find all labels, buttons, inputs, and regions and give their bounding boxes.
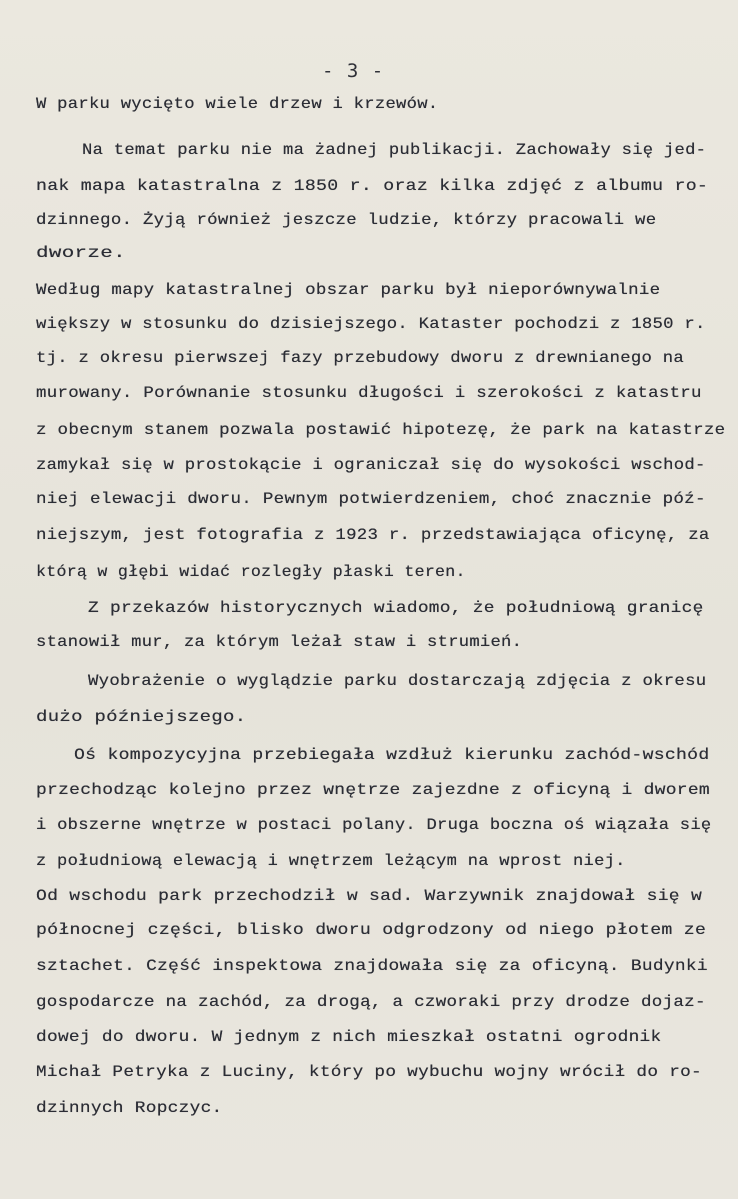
text-line: sztachet. Część inspektowa znajdowała się za oficyną. Budynki (36, 957, 708, 975)
text-line: murowany. Porównanie stosunku długości i szerokości z katastru (36, 384, 702, 402)
text-line: z obecnym stanem pozwala postawić hipotezę, że park na katastrze (36, 421, 726, 439)
text-line: którą w głębi widać rozległy płaski teren. (36, 563, 466, 581)
text-line: Michał Petryka z Luciny, który po wybuchu wojny wrócił do ro- (36, 1063, 702, 1081)
text-line: z południową elewacją i wnętrzem leżącym na wprost niej. (36, 852, 626, 870)
text-line: tj. z okresu pierwszej fazy przebudowy dworu z drewnianego na (36, 349, 684, 367)
text-line: Oś kompozycyjna przebiegała wzdłuż kierunku zachód-wschód (74, 746, 710, 764)
text-line: dużo późniejszego. (36, 708, 247, 726)
text-line: niejszym, jest fotografia z 1923 r. przedstawiająca oficynę, za (36, 526, 710, 544)
text-line: północnej części, blisko dworu odgrodzony od niego płotem ze (36, 921, 707, 939)
text-line: gospodarcze na zachód, za drogą, a czworaki przy drodze dojaz- (36, 993, 706, 1011)
text-line: większy w stosunku do dzisiejszego. Kataster pochodzi z 1850 r. (36, 315, 706, 333)
text-line: Z przekazów historycznych wiadomo, że południową granicę (88, 599, 704, 617)
text-line: nak mapa katastralna z 1850 r. oraz kilka zdjęć z albumu ro- (36, 177, 709, 195)
text-line: stanowił mur, za którym leżał staw i strumień. (36, 633, 523, 651)
text-line: dowej do dworu. W jednym z nich mieszkał ostatni ogrodnik (36, 1028, 662, 1046)
text-line: przechodząc kolejno przez wnętrze zajezdne z oficyną i dworem (36, 781, 710, 799)
text-line: Na temat parku nie ma żadnej publikacji. Zachowały się jed- (82, 141, 707, 159)
text-line: Od wschodu park przechodził w sad. Warzywnik znajdował się w (36, 887, 703, 905)
text-line: dworze. (36, 244, 126, 262)
text-line: niej elewacji dworu. Pewnym potwierdzeniem, choć znacznie póź- (36, 490, 706, 508)
text-line: zamykał się w prostokącie i ograniczał się do wysokości wschod- (36, 456, 706, 474)
text-line: i obszerne wnętrze w postaci polany. Druga boczna oś wiązała się (36, 816, 712, 834)
page-number: - 3 - (322, 60, 385, 82)
text-line: Według mapy katastralnej obszar parku był nieporównywalnie (36, 281, 661, 299)
text-line: W parku wycięto wiele drzew i krzewów. (36, 95, 439, 113)
text-line: dzinnego. Żyją również jeszcze ludzie, którzy pracowali we (36, 211, 657, 229)
text-line: Wyobrażenie o wyglądzie parku dostarczają zdjęcia z okresu (88, 672, 707, 690)
text-line: dzinnych Ropczyc. (36, 1099, 223, 1117)
